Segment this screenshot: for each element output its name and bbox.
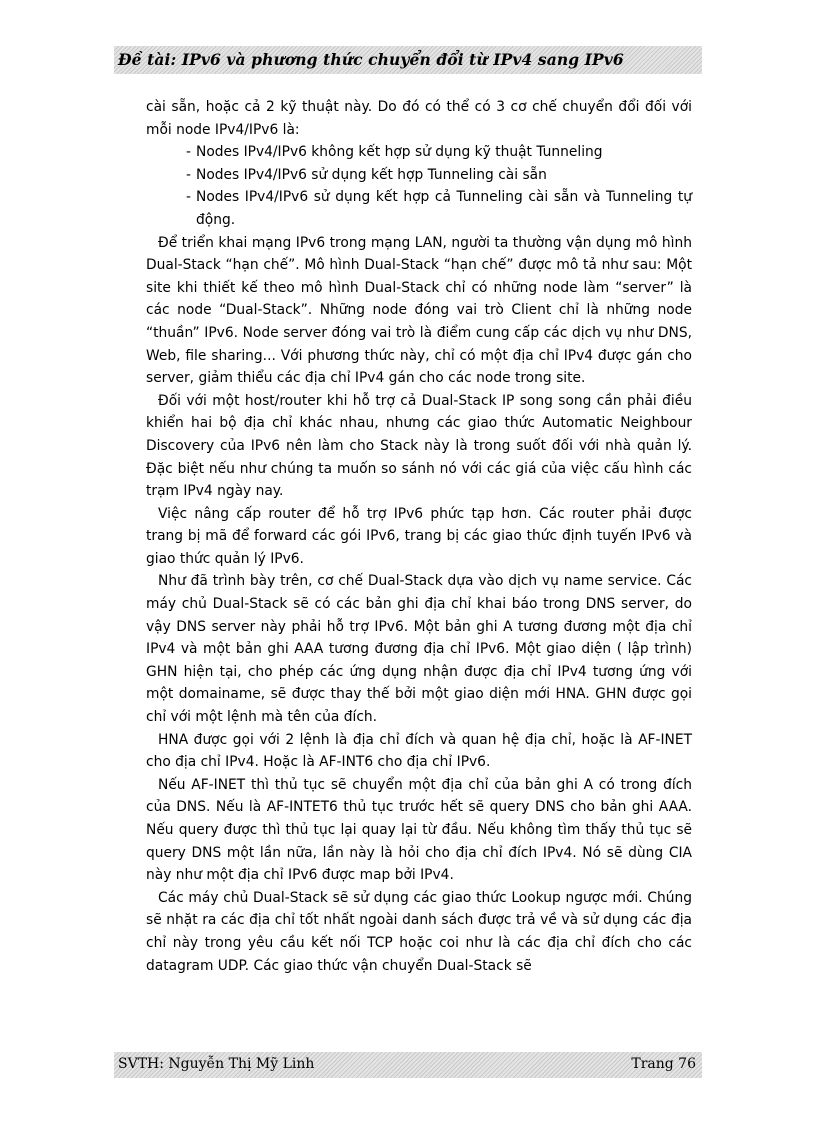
paragraph: HNA được gọi với 2 lệnh là địa chỉ đích và quan hệ địa chỉ, hoặc là AF-INET cho địa chỉ IPv4. Hoặc là AF-INT6 cho địa chỉ IPv6. — [146, 731, 692, 771]
paragraph: Như đã trình bày trên, cơ chế Dual-Stack dựa vào dịch vụ name service. Các máy chủ Dual-Stack sẽ có các bản ghi địa chỉ khai báo trong DNS server, do vậy DNS server này phải hỗ trợ IPv6. Một bản ghi A tương đương một địa chỉ IPv4 và một bản ghi AAA tương đương địa chỉ IPv6. Một giao diện ( lập trình) GHN hiện tại, cho phép các ứng dụng nhận được địa chỉ IPv4 tương ứng với một domainame, sẽ được thay thế bởi một giao diện mới HNA. GHN được gọi chỉ với một lệnh mà tên của đích. — [146, 573, 692, 726]
bullet-dash: - — [186, 166, 191, 183]
bullet-dash: - — [186, 189, 191, 206]
paragraph: Để triển khai mạng IPv6 trong mạng LAN, người ta thường vận dụng mô hình Dual-Stack “hạn chế”. Mô hình Dual-Stack “hạn chế” được mô tả như sau: Một site khi thiết kế theo mô hình Dual-Stack chỉ có những node làm “server” là các node “Dual-Stack”. Những node đóng vai trò Client chỉ là những node “thuần” IPv6. Node server đóng vai trò là điểm cung cấp các dịch vụ như DNS, Web, file sharing... Với phương thức này, chỉ có một địa chỉ IPv4 được gán cho server, giảm thiểu các địa chỉ IPv4 gán cho các node trong site. — [146, 234, 692, 387]
paragraph: Các máy chủ Dual-Stack sẽ sử dụng các giao thức Lookup ngược mới. Chúng sẽ nhặt ra các địa chỉ tốt nhất ngoài danh sách được trả về và sử dụng các địa chỉ này trong yêu cầu kết nối TCP hoặc coi như là các địa chỉ đích cho các datagram UDP. Các giao thức vận chuyển Dual-Stack sẽ — [146, 889, 692, 974]
list-item — [186, 141, 692, 164]
list-item — [186, 164, 692, 187]
page-footer — [114, 1052, 702, 1078]
paragraph: Nếu AF-INET thì thủ tục sẽ chuyển một địa chỉ của bản ghi A có trong đích của DNS. Nếu là AF-INTET6 thủ tục trước hết sẽ query DNS cho bản ghi AAA. Nếu query được thì thủ tục lại quay lại từ đầu. Nếu không tìm thấy thủ tục sẽ query DNS một lần nữa, lần này là hỏi cho địa chỉ đích IPv4. Nó sẽ dùng CIA này như một địa chỉ IPv6 được map bởi IPv4. — [146, 776, 692, 884]
list-item-text: Nodes IPv4/IPv6 sử dụng kết hợp cả Tunneling cài sẵn và Tunneling tự động. — [196, 189, 692, 228]
bullet-dash: - — [186, 144, 191, 161]
paragraph: Việc nâng cấp router để hỗ trợ IPv6 phức tạp hơn. Các router phải được trang bị mã để forward các gói IPv6, trang bị các giao thức định tuyến IPv6 và giao thức quản lý IPv6. — [146, 505, 692, 567]
mechanism-list — [146, 141, 692, 231]
student-name: SVTH: Nguyễn Thị Mỹ Linh — [118, 1056, 315, 1072]
paragraph: Đối với một host/router khi hỗ trợ cả Dual-Stack IP song song cần phải điều khiển hai bộ địa chỉ khác nhau, nhưng các giao thức Automatic Neighbour Discovery của IPv6 nên làm cho Stack này là trong suốt đối với nhà quản lý. Đặc biệt nếu như chúng ta muốn so sánh nó với các giá của việc cấu hình các trạm IPv4 ngày nay. — [146, 392, 692, 500]
page-body — [146, 96, 692, 977]
page-header — [114, 46, 702, 74]
document-title: Đề tài: IPv6 và phương thức chuyển đổi từ IPv4 sang IPv6 — [118, 50, 624, 69]
list-item-text: Nodes IPv4/IPv6 không kết hợp sử dụng kỹ thuật Tunneling — [196, 144, 603, 161]
page-number: Trang 76 — [631, 1056, 696, 1072]
intro-paragraph: cài sẵn, hoặc cả 2 kỹ thuật này. Do đó có thể có 3 cơ chế chuyển đổi đối với mỗi node IPv4/IPv6 là: — [146, 99, 692, 138]
list-item — [186, 186, 692, 231]
list-item-text: Nodes IPv4/IPv6 sử dụng kết hợp Tunneling cài sẵn — [196, 166, 547, 183]
